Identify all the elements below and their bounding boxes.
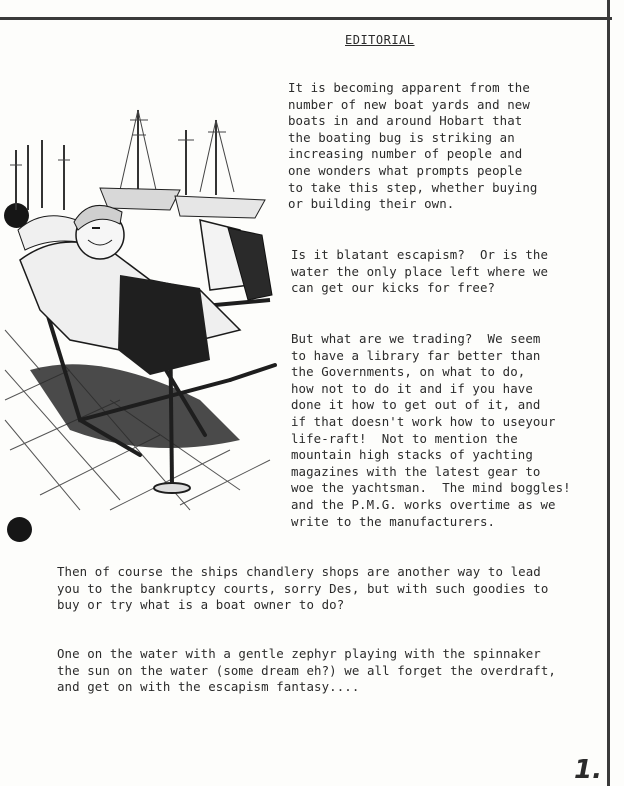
page-number: 1.: [574, 755, 602, 785]
paragraph-chandlery: Then of course the ships chandlery shops are another way to lead you to the bankruptcy courts, sorry Des, but with such goodies to buy or try what is a boat owner to do?: [57, 564, 549, 613]
paragraph-trading: But what are we trading? We seem to have a library far better than the Governments, on what to do, how not to do it and if you have done it how to get out of it, and if that doesn't work how to useyour life-raft! Not to mention the mountain high stacks of yachting magazines with the latest gear to woe the yachtsman. The mind boggles! and the P.M.G. works overtime as we write to the manufacturers.: [291, 331, 571, 529]
paragraph-boating-bug: It is becoming apparent from the number of new boat yards and new boats in and around Hobart that the boating bug is striking an increasing number of people and one wonders what prompts people to take this step, whether buying or building their own.: [288, 80, 538, 212]
editorial-title: EDITORIAL: [345, 33, 415, 47]
paragraph-spinnaker: One on the water with a gentle zephyr playing with the spinnaker the sun on the water (some dream eh?) we all forget the overdraft, and get on with the escapism fantasy....: [57, 646, 556, 695]
right-border-rule: [607, 0, 610, 786]
punch-hole: [7, 517, 32, 542]
illustration-man-in-deckchair: [0, 100, 285, 520]
top-border-rule: [0, 17, 612, 20]
paragraph-escapism: Is it blatant escapism? Or is the water the only place left where we can get our kicks for free?: [291, 247, 549, 296]
